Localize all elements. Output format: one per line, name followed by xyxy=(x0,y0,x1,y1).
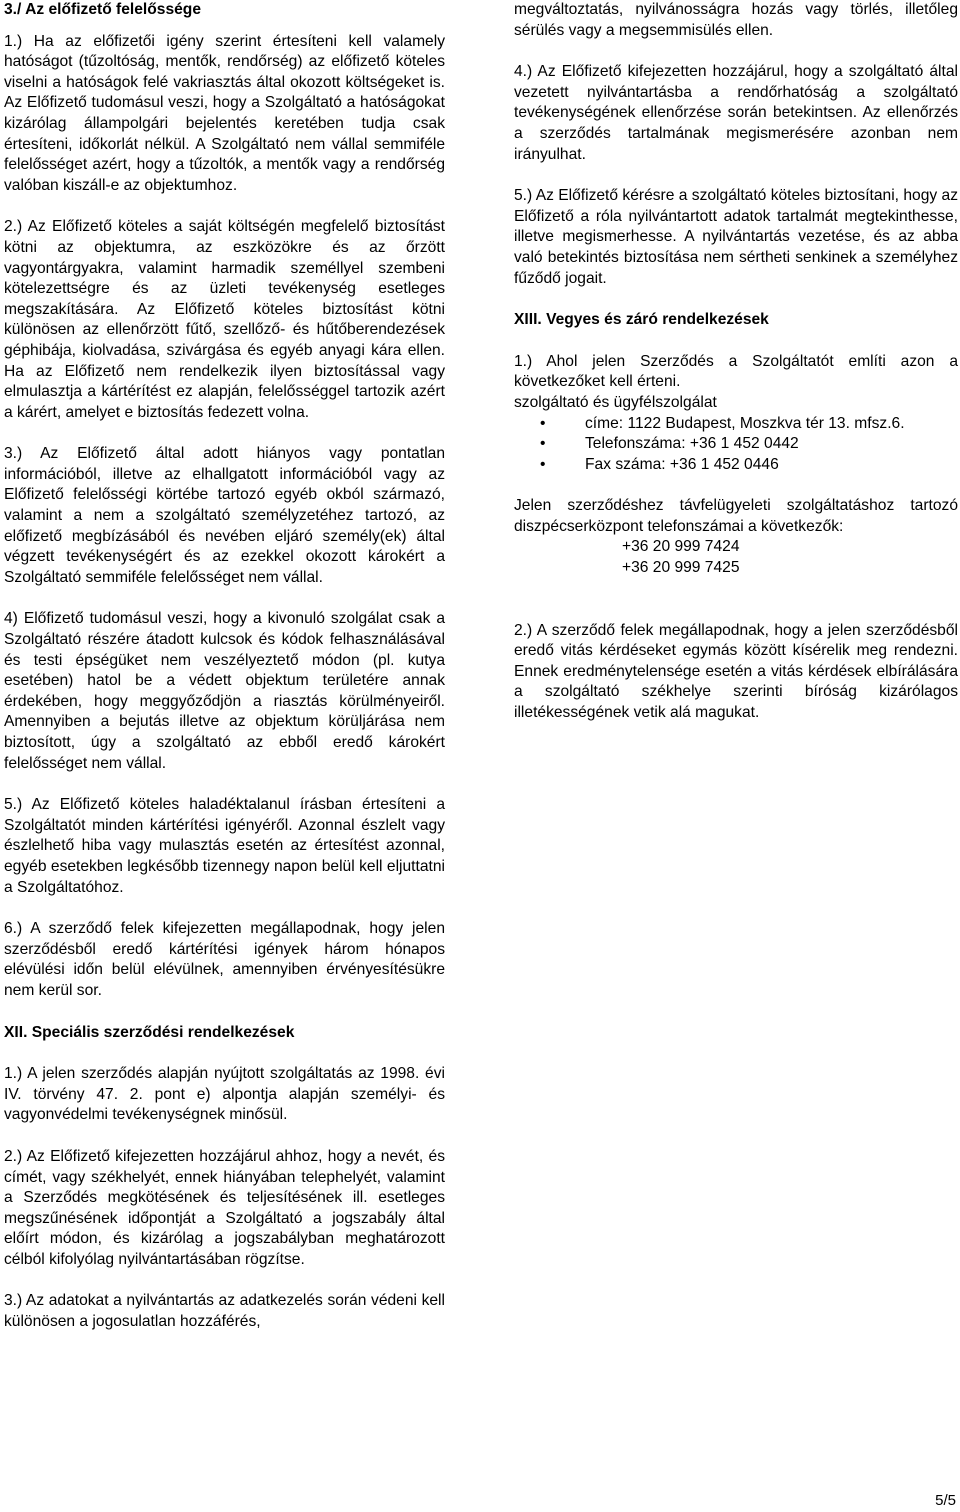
paragraph-5: 5.) Az Előfizető köteles haladéktalanul írásban értesíteni a Szolgáltatót minden kártérítési igényéről. Azonnal észlelt vagy észlelhető hiba vagy mulasztás esetén az értesítést azonnal, egyéb esetekben legkésőbb tizennegy napon belül kell eljuttatni a Szolgáltatóhoz. xyxy=(4,796,445,896)
list-item xyxy=(514,455,958,476)
section-heading-final-provisions: XIII. Vegyes és záró rendelkezések xyxy=(514,311,769,329)
paragraph-6: 6.) A szerződő felek kifejezetten megállapodnak, hogy jelen szerződésből eredő kártérítési igények három hónapos elévülési időn belül elévülnek, amennyiben érvényesítésükre nem kerül sor. xyxy=(4,920,445,999)
page-number: 5/5 xyxy=(935,1492,956,1510)
contact-list xyxy=(514,414,958,476)
paragraph-4: 4) Előfizető tudomásul veszi, hogy a kivonuló szolgálat csak a Szolgáltató részére átadott kulcsok és kódok felhasználásával és testi épségüket nem veszélyeztető módon (pl. kutya esetében) hatol be a védett objektum területére annak érdekében, hogy meggyőződjön a riasztás körülményeiről. Amennyiben a bejutás illetve az objektum körüljárása nem biztosított, úgy a szolgáltató az ebből eredő károkért felelősséget nem vállal. xyxy=(4,610,445,772)
contact-address: címe: 1122 Budapest, Moszkva tér 13. mfsz.6. xyxy=(585,414,905,432)
bullet-icon: • xyxy=(540,435,546,453)
service-subheading: szolgáltató és ügyfélszolgálat xyxy=(514,393,717,411)
dispatcher-phone-1: +36 20 999 7424 xyxy=(622,538,740,556)
special-paragraph-2: 2.) Az Előfizető kifejezetten hozzájárul ahhoz, hogy a nevét, és címét, vagy székhelyét, ennek hiányában telephelyét, valamint a Szerződés megkötésének és teljesítésének ill. esetleges megszűnésének időpontját a Szolgáltató a jogszabály által előírt módon, és kizárólag a jogszabályban meghatározott célból kifolyólag nyilvántartásában rögzítse. xyxy=(4,1147,445,1268)
special-paragraph-5: 5.) Az Előfizető kérésre a szolgáltató köteles biztosítani, hogy az Előfizető a róla nyilvántartott adatok tartalmát megtekinthesse, illetve megismerhesse. A nyilvántartás vezetése, és az abba való betekintés biztosítása nem sértheti senkinek a személyhez fűződő jogait. xyxy=(514,187,958,287)
dispatcher-text: Jelen szerződéshez távfelügyeleti szolgáltatáshoz tartozó diszpécserközpont telefonszámai a következők: xyxy=(514,497,958,535)
list-item xyxy=(514,434,958,455)
section-heading-special-provisions: XII. Speciális szerződési rendelkezések xyxy=(4,1023,295,1041)
section-heading-liability: 3./ Az előfizető felelőssége xyxy=(4,1,202,18)
contact-phone: Telefonszáma: +36 1 452 0442 xyxy=(585,435,799,453)
special-paragraph-4: 4.) Az Előfizető kifejezetten hozzájárul, hogy a szolgáltató által vezetett nyilvántartásba a rendőrhatóság a szolgáltató tevékenységének ellenőrzése során betekintsen. Az ellenőrzés a szerződés tartalmának megismerésére azonban nem irányulhat. xyxy=(514,63,958,163)
right-column xyxy=(514,0,958,724)
final-paragraph-2: 2.) A szerződő felek megállapodnak, hogy a jelen szerződésből eredő vitás kérdéseket egymás között kísérelik meg rendezni. Ennek eredménytelensége esetén a vitás kérdések elbírálására a szolgáltató székhelye szerinti bíróság kizárólagos illetékességének vetik alá magukat. xyxy=(514,621,958,722)
special-paragraph-3-continued: megváltoztatás, nyilvánosságra hozás vagy törlés, illetőleg sérülés vagy a megsemmisülés ellen. xyxy=(514,1,958,39)
paragraph-3: 3.) Az Előfizető által adott hiányos vagy pontatlan információból, illetve az elhallgatott információból vagy az Előfizető felelősségi körtébe tartozó egyéb okból származó, valamint a nem a szolgáltató személyzetéhez tartozó, az előfizető megbízásából és nevében eljáró személy(ek) által végzett tevékenységért és az ezekkel okozott károkért a Szolgáltató semmiféle felelősséget nem vállal. xyxy=(4,445,445,586)
final-paragraph-1: 1.) Ahol jelen Szerződés a Szolgáltatót említi azon a következőket kell érteni. xyxy=(514,352,958,391)
special-paragraph-1: 1.) A jelen szerződés alapján nyújtott szolgáltatás az 1998. évi IV. törvény 47. 2. pont e) alpontja alapján személyi- és vagyonvédelmi tevékenységnek minősül. xyxy=(4,1065,445,1124)
paragraph-1: 1.) Ha az előfizetői igény szerint értesíteni kell valamely hatóságot (tűzoltóság, mentők, rendőrség) az előfizető köteles viselni a hatóságok felé vakriasztás által okozott költségeket is. Az Előfizető tudomásul veszi, hogy a Szolgáltató a hatóságokat kizárólag állampolgári bejelentés keretében tudja csak értesíteni, időkorlát nélkül. A Szolgáltató nem vállal semmiféle felelősséget azért, hogy a tűzoltók, a mentők vagy a rendőrség valóban kiszáll-e az objektumhoz. xyxy=(4,32,445,194)
paragraph-2: 2.) Az Előfizető köteles a saját költségén megfelelő biztosítást kötni az objektumra, az eszközökre és az őrzött vagyontárgyakra, valamint harmadik személlyel szembeni kötelezettségre és az üzleti tevékenység esetleges megszakítására. Az Előfizető köteles biztosítást kötni különösen az ellenőrzött fűtő, szellőző- és hűtőberendezések géphibája, kiolvadása, szivárgása és egyéb anyagi kára ellen. Ha az Előfizető nem rendelkezik ilyen biztosítással vagy elmulasztja a kártérítést ez alapján, felelősséggel tartozik azért a kárért, amelyet e biztosítás fedezett volna. xyxy=(4,218,445,421)
dispatcher-phone-2: +36 20 999 7425 xyxy=(622,559,740,577)
special-paragraph-3: 3.) Az adatokat a nyilvántartás az adatkezelés során védeni kell különösen a jogosulatlan hozzáférés, xyxy=(4,1292,445,1331)
bullet-icon: • xyxy=(540,414,546,432)
bullet-icon: • xyxy=(540,455,546,473)
contact-fax: Fax száma: +36 1 452 0446 xyxy=(585,455,779,473)
left-column xyxy=(4,0,445,1333)
list-item xyxy=(514,414,958,435)
